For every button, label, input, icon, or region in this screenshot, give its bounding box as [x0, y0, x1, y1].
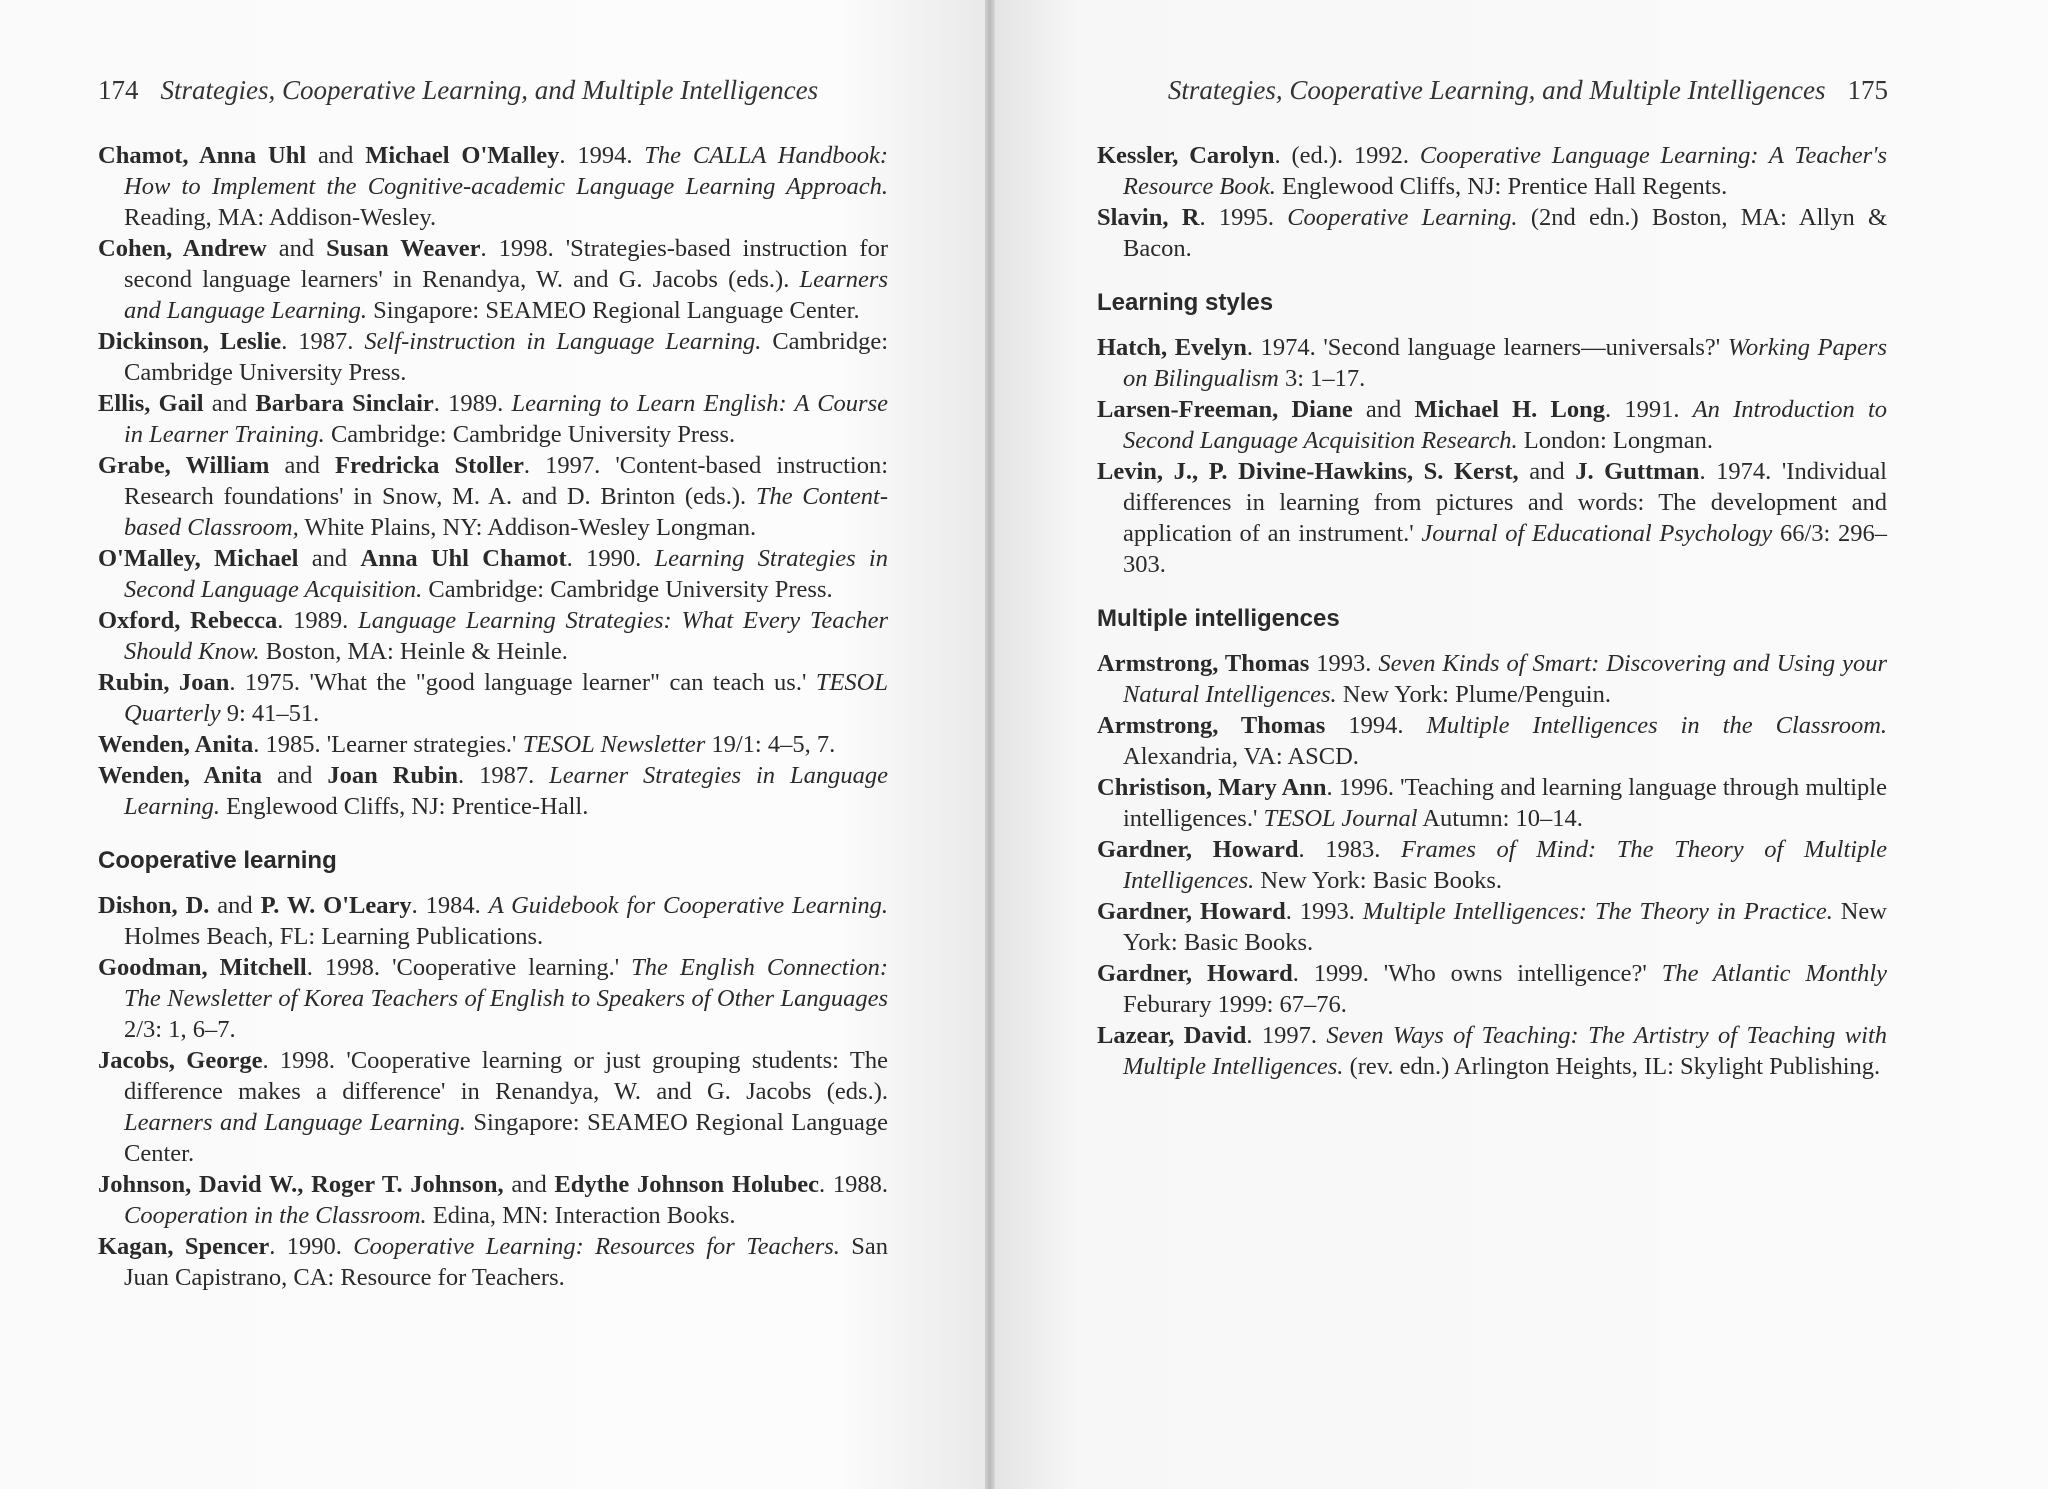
- reference-title: The English Connection: The Newsletter of Korea Teachers of English to Speakers of Other Languages: [124, 954, 889, 1012]
- reference-entry: [98, 388, 888, 450]
- reference-author: Larsen-Freeman, Diane: [1097, 396, 1353, 423]
- running-head-left: [98, 72, 818, 108]
- reference-author: Wenden, Anita: [98, 762, 263, 789]
- reference-conjunction: and: [1518, 458, 1576, 485]
- running-title: Strategies, Cooperative Learning, and Multiple Intelligences: [160, 75, 819, 105]
- reference-details: . 1998. 'Cooperative learning or just grouping students: The difference makes a difference' in Renandya, W. and G. Jacobs (eds.).: [124, 1047, 888, 1105]
- reference-conjunction: and: [262, 762, 328, 789]
- reference-author: Oxford, Rebecca: [98, 607, 278, 634]
- reference-author: Levin, J., P. Divine-Hawkins, S. Kerst,: [1097, 458, 1519, 485]
- reference-details: . 1984.: [411, 892, 489, 919]
- page-number: 174: [98, 75, 139, 105]
- reference-title: Journal of Educational Psychology: [1421, 520, 1773, 547]
- reference-title: Frames of Mind: The Theory of Multiple Intelligences.: [1123, 836, 1888, 894]
- reference-conjunction: and: [269, 452, 336, 479]
- reference-entry: [98, 729, 888, 760]
- reference-entry: [98, 890, 888, 952]
- reference-details: . 1990.: [566, 545, 655, 572]
- section-heading-learning-styles: Learning styles: [1097, 289, 1274, 316]
- reference-publisher: Singapore: SEAMEO Regional Language Center.: [124, 1109, 888, 1167]
- reference-conjunction: and: [298, 545, 361, 572]
- reference-title: Multiple Intelligences in the Classroom.: [1426, 712, 1888, 739]
- reference-publisher: 19/1: 4–5, 7.: [705, 731, 836, 758]
- reference-details: . 1999. 'Who owns intelligence?': [1292, 960, 1662, 987]
- reference-title: A Guidebook for Cooperative Learning.: [488, 892, 888, 919]
- reference-details: . 1994.: [559, 142, 645, 169]
- reference-title: Language Learning Strategies: What Every Teacher Should Know.: [124, 607, 888, 665]
- reference-details: . 1988.: [819, 1171, 889, 1198]
- reference-conjunction: and: [503, 1171, 555, 1198]
- reference-publisher: Reading, MA: Addison-Wesley.: [124, 204, 437, 231]
- reference-author: Kagan, Spencer: [98, 1233, 270, 1260]
- reference-list: [1097, 140, 1887, 264]
- reference-author: Armstrong, Thomas: [1097, 712, 1326, 739]
- reference-title: The CALLA Handbook: How to Implement the Cognitive-academic Language Learning Approach.: [124, 142, 889, 200]
- reference-entry: [1097, 140, 1887, 202]
- reference-publisher: 3: 1–17.: [1278, 365, 1366, 392]
- reference-conjunction: and: [1352, 396, 1415, 423]
- reference-conjunction: and: [306, 142, 366, 169]
- reference-coauthor: Anna Uhl Chamot: [360, 545, 567, 572]
- reference-publisher: New York: Plume/Penguin.: [1336, 681, 1611, 708]
- reference-details: 1993.: [1309, 650, 1379, 677]
- reference-details: . 1987.: [281, 328, 365, 355]
- reference-coauthor: Edythe Johnson Holubec: [554, 1171, 820, 1198]
- reference-coauthor: Michael H. Long: [1414, 396, 1605, 423]
- reference-details: . 1998. 'Cooperative learning.': [306, 954, 632, 981]
- reference-conjunction: and: [203, 390, 256, 417]
- reference-publisher: Feburary 1999: 67–76.: [1123, 991, 1347, 1018]
- reference-publisher: (2nd edn.) Boston, MA: Allyn & Bacon.: [1123, 204, 1888, 262]
- reference-publisher: Alexandria, VA: ASCD.: [1123, 743, 1359, 770]
- reference-title: The Content-based Classroom,: [124, 483, 888, 541]
- reference-publisher: London: Longman.: [1517, 427, 1713, 454]
- reference-author: Hatch, Evelyn: [1097, 334, 1247, 361]
- reference-title: Cooperation in the Classroom.: [124, 1202, 427, 1229]
- reference-publisher: Cambridge: Cambridge University Press.: [324, 421, 736, 448]
- reference-entry: [98, 326, 888, 388]
- reference-publisher: 66/3: 296–303.: [1123, 520, 1887, 578]
- reference-entry: [1097, 1020, 1887, 1082]
- reference-title: Learner Strategies in Language Learning.: [124, 762, 888, 820]
- reference-author: Grabe, William: [98, 452, 270, 479]
- reference-entry: [98, 952, 888, 1045]
- reference-entry: [1097, 772, 1887, 834]
- reference-entry: [98, 1231, 888, 1293]
- reference-list: [1097, 648, 1887, 1082]
- reference-list: [98, 140, 888, 822]
- reference-details: . 1990.: [269, 1233, 354, 1260]
- reference-details: . 1989.: [277, 607, 359, 634]
- reference-publisher: Edina, MN: Interaction Books.: [426, 1202, 736, 1229]
- reference-details: . 1974. 'Individual differences in learning from pictures and words: The development and application of an instrument.': [1123, 458, 1887, 547]
- right-page: [995, 0, 2048, 1489]
- reference-publisher: New York: Basic Books.: [1254, 867, 1503, 894]
- reference-entry: [1097, 834, 1887, 896]
- reference-publisher: Singapore: SEAMEO Regional Language Center.: [366, 297, 860, 324]
- reference-title: Self-instruction in Language Learning.: [364, 328, 762, 355]
- reference-publisher: Autumn: 10–14.: [1417, 805, 1583, 832]
- reference-coauthor: Barbara Sinclair: [255, 390, 434, 417]
- right-references: [1097, 140, 1887, 1082]
- reference-entry: [98, 233, 888, 326]
- reference-author: Goodman, Mitchell: [98, 954, 307, 981]
- section-heading-multiple-intelligences: Multiple intelligences: [1097, 605, 1340, 632]
- left-page: [0, 0, 985, 1489]
- book-gutter: [985, 0, 995, 1489]
- reference-title: Learners and Language Learning.: [124, 1109, 466, 1136]
- reference-entry: [98, 1045, 888, 1169]
- reference-entry: [1097, 332, 1887, 394]
- reference-coauthor: Joan Rubin: [327, 762, 459, 789]
- reference-publisher: White Plains, NY: Addison-Wesley Longman.: [298, 514, 757, 541]
- reference-author: Gardner, Howard: [1097, 960, 1293, 987]
- reference-title: Cooperative Learning: Resources for Teachers.: [353, 1233, 840, 1260]
- reference-details: . 1974. 'Second language learners—universals?': [1246, 334, 1728, 361]
- reference-entry: [1097, 456, 1887, 580]
- reference-author: Kessler, Carolyn: [1097, 142, 1275, 169]
- reference-title: Seven Kinds of Smart: Discovering and Using your Natural Intelligences.: [1123, 650, 1888, 708]
- reference-author: Armstrong, Thomas: [1097, 650, 1310, 677]
- reference-details: . 1998. 'Strategies-based instruction for second language learners' in Renandya, W. and G. Jacobs (eds.).: [124, 235, 888, 293]
- reference-publisher: Englewood Cliffs, NJ: Prentice Hall Regents.: [1275, 173, 1728, 200]
- reference-title: TESOL Journal: [1263, 805, 1418, 832]
- reference-entry: [98, 667, 888, 729]
- reference-author: Christison, Mary Ann: [1097, 774, 1327, 801]
- reference-conjunction: and: [266, 235, 327, 262]
- section-heading-cooperative-learning: Cooperative learning: [98, 847, 337, 874]
- reference-entry: [98, 543, 888, 605]
- running-head-right: [1168, 72, 1888, 108]
- reference-entry: [1097, 202, 1887, 264]
- reference-details: . 1991.: [1605, 396, 1693, 423]
- reference-title: TESOL Newsletter: [522, 731, 706, 758]
- reference-author: Chamot, Anna Uhl: [98, 142, 307, 169]
- reference-details: . 1987.: [458, 762, 550, 789]
- reference-publisher: Holmes Beach, FL: Learning Publications.: [124, 923, 544, 950]
- reference-details: . 1983.: [1298, 836, 1402, 863]
- reference-author: Dishon, D.: [98, 892, 210, 919]
- reference-coauthor: Michael O'Malley: [365, 142, 560, 169]
- reference-entry: [98, 760, 888, 822]
- reference-entry: [98, 140, 888, 233]
- reference-list: [1097, 332, 1887, 580]
- reference-publisher: Boston, MA: Heinle & Heinle.: [259, 638, 568, 665]
- reference-conjunction: and: [209, 892, 261, 919]
- reference-entry: [1097, 896, 1887, 958]
- reference-entry: [1097, 648, 1887, 710]
- reference-details: . 1975. 'What the "good language learner" can teach us.': [229, 669, 816, 696]
- reference-coauthor: J. Guttman: [1575, 458, 1700, 485]
- reference-title: Learners and Language Learning.: [124, 266, 888, 324]
- reference-title: Learning to Learn English: A Course in Learner Training.: [124, 390, 889, 448]
- reference-publisher: New York: Basic Books.: [1123, 898, 1887, 956]
- reference-list: [98, 890, 888, 1293]
- reference-title: Working Papers on Bilingualism: [1123, 334, 1887, 392]
- reference-author: Dickinson, Leslie: [98, 328, 282, 355]
- reference-author: Wenden, Anita: [98, 731, 254, 758]
- reference-publisher: 2/3: 1, 6–7.: [124, 1016, 236, 1043]
- left-references: [98, 140, 888, 1293]
- reference-details: . (ed.). 1992.: [1274, 142, 1420, 169]
- reference-publisher: (rev. edn.) Arlington Heights, IL: Skylight Publishing.: [1343, 1053, 1881, 1080]
- reference-author: Jacobs, George: [98, 1047, 263, 1074]
- reference-publisher: 9: 41–51.: [220, 700, 320, 727]
- reference-details: . 1989.: [433, 390, 512, 417]
- reference-title: Learning Strategies in Second Language Acquisition.: [124, 545, 888, 603]
- reference-title: The Atlantic Monthly: [1661, 960, 1888, 987]
- reference-title: Cooperative Learning.: [1287, 204, 1518, 231]
- reference-entry: [1097, 394, 1887, 456]
- reference-author: Gardner, Howard: [1097, 898, 1286, 925]
- reference-entry: [1097, 958, 1887, 1020]
- reference-entry: [98, 605, 888, 667]
- reference-title: Seven Ways of Teaching: The Artistry of Teaching with Multiple Intelligences.: [1123, 1022, 1887, 1080]
- reference-details: . 1985. 'Learner strategies.': [253, 731, 523, 758]
- reference-details: . 1995.: [1199, 204, 1288, 231]
- reference-entry: [1097, 710, 1887, 772]
- page-number: 175: [1847, 75, 1888, 105]
- reference-author: Ellis, Gail: [98, 390, 204, 417]
- reference-coauthor: Fredricka Stoller: [335, 452, 524, 479]
- reference-author: Rubin, Joan: [98, 669, 230, 696]
- reference-details: . 1997.: [1246, 1022, 1327, 1049]
- reference-author: O'Malley, Michael: [98, 545, 299, 572]
- reference-publisher: Cambridge: Cambridge University Press.: [422, 576, 833, 603]
- reference-details: 1994.: [1325, 712, 1427, 739]
- running-title: Strategies, Cooperative Learning, and Multiple Intelligences: [1167, 75, 1826, 105]
- reference-publisher: San Juan Capistrano, CA: Resource for Teachers.: [124, 1233, 888, 1291]
- reference-author: Slavin, R: [1097, 204, 1200, 231]
- reference-author: Lazear, David: [1097, 1022, 1247, 1049]
- reference-coauthor: P. W. O'Leary: [260, 892, 412, 919]
- reference-author: Gardner, Howard: [1097, 836, 1299, 863]
- reference-details: . 1997. 'Content-based instruction: Research foundations' in Snow, M. A. and D. Brinton (eds.).: [124, 452, 888, 510]
- reference-details: . 1993.: [1285, 898, 1363, 925]
- reference-title: Cooperative Language Learning: A Teacher's Resource Book.: [1123, 142, 1887, 200]
- reference-title: TESOL Quarterly: [124, 669, 888, 727]
- reference-entry: [98, 1169, 888, 1231]
- reference-publisher: Englewood Cliffs, NJ: Prentice-Hall.: [219, 793, 589, 820]
- reference-entry: [98, 450, 888, 543]
- reference-details: . 1996. 'Teaching and learning language through multiple intelligences.': [1123, 774, 1887, 832]
- reference-publisher: Cambridge: Cambridge University Press.: [124, 328, 889, 386]
- reference-title: An Introduction to Second Language Acquisition Research.: [1123, 396, 1888, 454]
- reference-title: Multiple Intelligences: The Theory in Practice.: [1362, 898, 1833, 925]
- reference-coauthor: Susan Weaver: [326, 235, 481, 262]
- reference-author: Johnson, David W., Roger T. Johnson,: [98, 1171, 504, 1198]
- reference-author: Cohen, Andrew: [98, 235, 267, 262]
